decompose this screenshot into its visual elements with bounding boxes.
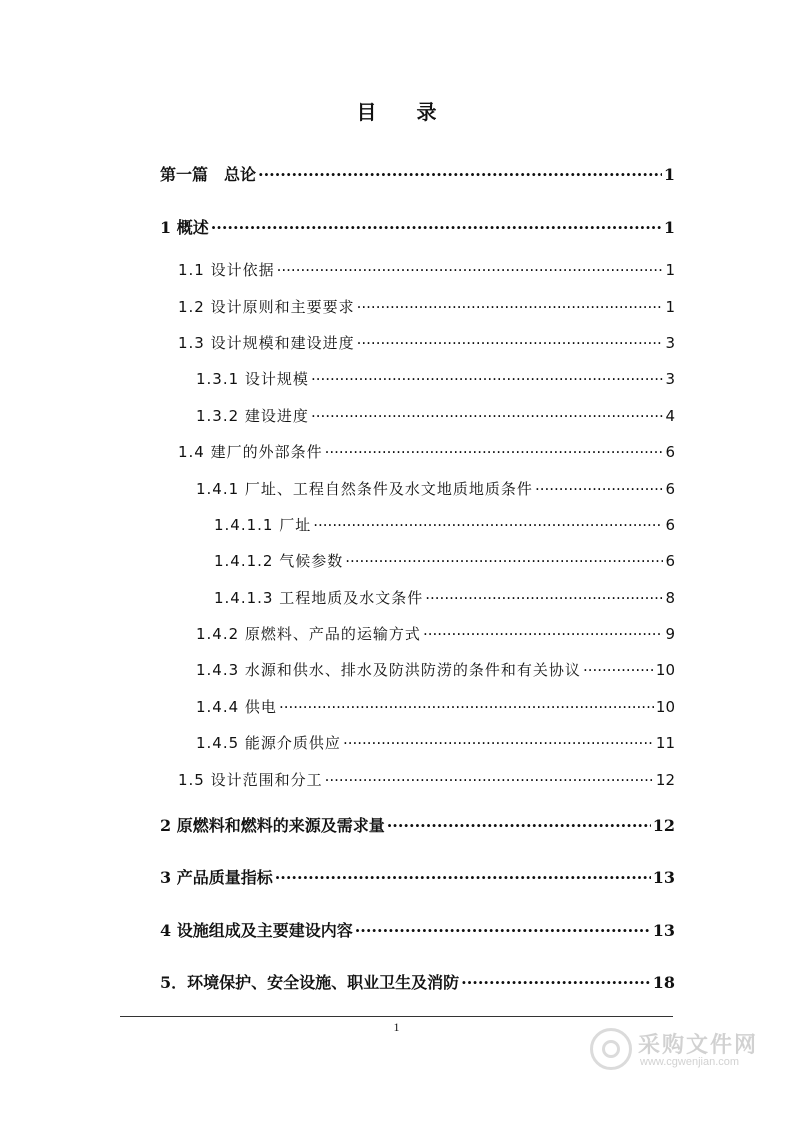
toc-leader-dots [211, 217, 662, 233]
toc-leader-dots [461, 972, 651, 988]
toc-entry[interactable] [178, 296, 675, 317]
watermark-name: 采购文件网 [638, 1033, 759, 1058]
toc-entry-label: 5．环境保护、安全设施、职业卫生及消防 [160, 973, 460, 992]
toc-entry[interactable] [196, 623, 675, 644]
toc-entry-page: 1 [665, 298, 675, 316]
toc-entry-page: 8 [665, 589, 675, 607]
toc-entry[interactable] [178, 259, 675, 280]
toc-entry-page: 1 [663, 165, 675, 184]
toc-entry-label: 1.3 设计规模和建设进度 [178, 334, 355, 352]
toc-leader-dots [258, 164, 662, 180]
footer-divider [120, 1016, 673, 1017]
toc-entry-label: 1 概述 [160, 218, 209, 237]
toc-entry[interactable] [214, 587, 675, 608]
toc-title-part1: 目 [356, 100, 377, 124]
toc-entry[interactable] [160, 215, 675, 238]
toc-entry-label: 1.4.1.2 气候参数 [214, 552, 344, 570]
toc-entry-label: 1.4.1.3 工程地质及水文条件 [214, 589, 424, 607]
toc-entry-page: 3 [665, 334, 675, 352]
toc-leader-dots [355, 920, 651, 936]
toc-entry-page: 9 [665, 625, 675, 643]
toc-title [0, 96, 793, 125]
toc-entry-page: 12 [652, 816, 675, 835]
toc-leader-dots [425, 588, 663, 603]
toc-entry-page: 6 [665, 480, 675, 498]
toc-entry-label: 第一篇 总论 [160, 165, 257, 184]
toc-entry-label: 1.4.5 能源介质供应 [196, 734, 341, 752]
toc-entry-page: 10 [655, 698, 675, 716]
toc-entry-label: 1.4.2 原燃料、产品的运输方式 [196, 625, 421, 643]
toc-entry-label: 2 原燃料和燃料的来源及需求量 [160, 816, 385, 835]
toc-entry-page: 3 [665, 370, 675, 388]
toc-entry-page: 10 [655, 661, 675, 679]
toc-entry-label: 1.5 设计范围和分工 [178, 771, 323, 789]
toc-leader-dots [357, 333, 664, 348]
toc-leader-dots [583, 660, 654, 675]
toc-leader-dots [275, 867, 651, 883]
toc-entry-label: 1.3.1 设计规模 [196, 370, 309, 388]
toc-entry-page: 12 [655, 771, 675, 789]
toc-entry-page: 11 [655, 734, 675, 752]
toc-entry[interactable] [214, 550, 675, 571]
toc-entry[interactable] [214, 514, 675, 535]
toc-entry-label: 3 产品质量指标 [160, 868, 273, 887]
toc-entry-label: 1.4.1 厂址、工程自然条件及水文地质地质条件 [196, 480, 533, 498]
toc-entry[interactable] [196, 732, 675, 753]
toc-title-part2: 录 [416, 100, 437, 124]
watermark [590, 1024, 780, 1076]
toc-leader-dots [343, 733, 654, 748]
toc-entry-page: 1 [663, 218, 675, 237]
toc-entry-label: 1.4 建厂的外部条件 [178, 443, 323, 461]
toc-leader-dots [325, 442, 664, 457]
toc-entry-label: 1.4.1.1 厂址 [214, 516, 312, 534]
toc-entry-page: 6 [665, 552, 675, 570]
watermark-logo-icon [590, 1028, 632, 1070]
toc-entry[interactable] [196, 405, 675, 426]
toc-entry[interactable] [160, 162, 675, 185]
toc-entry-label: 1.4.4 供电 [196, 698, 277, 716]
toc-leader-dots [345, 551, 663, 566]
toc-entry-label: 1.1 设计依据 [178, 261, 275, 279]
toc-entry[interactable] [160, 865, 675, 888]
toc-entry[interactable] [196, 696, 675, 717]
toc-entry[interactable] [178, 769, 675, 790]
toc-entry[interactable] [196, 368, 675, 389]
toc-leader-dots [279, 697, 654, 712]
toc-entry-page: 1 [665, 261, 675, 279]
toc-entry[interactable] [160, 970, 675, 993]
toc-entry[interactable] [178, 441, 675, 462]
toc-leader-dots [535, 479, 664, 494]
toc-leader-dots [311, 406, 664, 421]
toc-leader-dots [387, 815, 651, 831]
toc-entry-page: 4 [665, 407, 675, 425]
toc-entry-label: 4 设施组成及主要建设内容 [160, 921, 353, 940]
watermark-url: www.cgwenjian.com [640, 1056, 740, 1068]
toc-entry-page: 18 [652, 973, 675, 992]
toc-entry-label: 1.3.2 建设进度 [196, 407, 309, 425]
toc-entry[interactable] [160, 918, 675, 941]
toc-entry-label: 1.4.3 水源和供水、排水及防洪防涝的条件和有关协议 [196, 661, 581, 679]
toc-entry-page: 6 [665, 443, 675, 461]
toc-leader-dots [423, 624, 664, 639]
footer-page-number: 1 [393, 1020, 400, 1034]
toc-leader-dots [311, 369, 664, 384]
toc-entry[interactable] [160, 813, 675, 836]
toc-leader-dots [313, 515, 663, 530]
toc-leader-dots [325, 770, 654, 785]
toc-entry-page: 13 [652, 921, 675, 940]
toc-entry[interactable] [196, 659, 675, 680]
toc-leader-dots [277, 260, 664, 275]
toc-entry-page: 6 [665, 516, 675, 534]
toc-leader-dots [357, 297, 664, 312]
toc-entry[interactable] [196, 478, 675, 499]
toc-entry-page: 13 [652, 868, 675, 887]
toc-entry-label: 1.2 设计原则和主要要求 [178, 298, 355, 316]
toc-entry[interactable] [178, 332, 675, 353]
